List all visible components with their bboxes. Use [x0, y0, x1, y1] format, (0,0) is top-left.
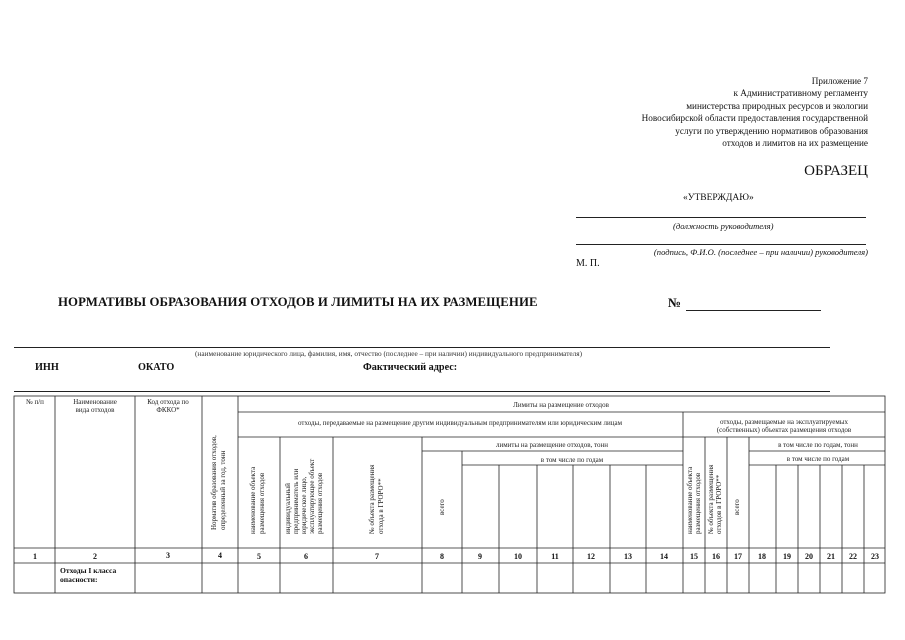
inn-label: ИНН [35, 362, 59, 373]
col-number: 11 [551, 552, 559, 561]
col-number: 4 [218, 551, 222, 560]
appendix-line: Новосибирской области предоставления государственной [641, 113, 868, 124]
col-number: 23 [871, 552, 879, 561]
header-entrepreneur-2: предприниматель или [292, 468, 300, 534]
header-norm-2: определенный за год, тонн [219, 450, 227, 530]
col-number: 12 [587, 552, 595, 561]
signature-caption: (подпись, Ф.И.О. (последнее – при наличии) руководителя) [653, 247, 868, 257]
header-code-1: Код отхода по [147, 398, 189, 406]
header-grooro-1: № объекта размещения [368, 464, 376, 534]
col-number: 20 [805, 552, 813, 561]
col-number: 22 [849, 552, 857, 561]
col-number: 19 [783, 552, 791, 561]
header-own-obj-1: наименование объекта [686, 466, 694, 534]
header-own-total: всего [733, 499, 741, 515]
approve-label: «УТВЕРЖДАЮ» [683, 193, 754, 203]
header-obj-name-1: наименование объекта [249, 466, 257, 534]
header-entrepreneur-4: эксплуатирующее объект [308, 458, 316, 534]
appendix-line: услуги по утверждению нормативов образования [675, 125, 868, 136]
row-name-line2: опасности: [60, 575, 98, 584]
header-total: всего [438, 499, 446, 515]
col-number: 7 [375, 552, 379, 561]
stamp-place: М. П. [576, 258, 600, 269]
header-own-obj-2: размещения отходов [694, 472, 702, 534]
header-own-1: отходы, размещаемые на эксплуатируемых [719, 418, 849, 426]
col-number: 3 [166, 551, 170, 560]
col-number: 6 [304, 552, 308, 561]
col-number: 9 [478, 552, 482, 561]
header-own-years-tons: в том числе по годам, тонн [778, 441, 858, 449]
appendix-line: Приложение 7 [811, 76, 868, 86]
col-number: 2 [93, 552, 97, 561]
header-own-grooro-1: № объекта размещения [707, 464, 715, 534]
header-transfer: отходы, передаваемые на размещение другим индивидуальным предпринимателям или юридическим лицам [298, 419, 622, 427]
sample-label: ОБРАЗЕЦ [804, 163, 868, 179]
header-limits-tons: лимиты на размещение отходов, тонн [495, 441, 609, 449]
col-number: 14 [660, 552, 668, 561]
col-number: 1 [33, 552, 37, 561]
address-label: Фактический адрес: [363, 362, 458, 373]
col-number: 18 [758, 552, 766, 561]
header-own-2: (собственных) объектах размещения отходов [716, 426, 852, 434]
appendix-line: отходов и лимитов на их размещение [722, 138, 868, 149]
header-limits: Лимиты на размещение отходов [513, 401, 609, 409]
header-entrepreneur-1: индивидуальный [284, 483, 292, 534]
header-entrepreneur-5: размещения отходов [316, 472, 324, 534]
col-number: 17 [734, 552, 742, 561]
col-number: 15 [690, 552, 698, 561]
position-caption: (должность руководителя) [673, 221, 774, 231]
header-grooro-2: отхода в ГРОРО** [377, 478, 385, 534]
header-name-2: вида отходов [75, 406, 115, 414]
header-num: № п/п [26, 398, 44, 406]
header-own-years: в том числе по годам [786, 455, 850, 463]
number-sign: № [668, 295, 682, 310]
col-number: 10 [514, 552, 522, 561]
header-name-1: Наименование [73, 398, 117, 406]
appendix-line: к Административному регламенту [733, 88, 868, 99]
col-number: 8 [440, 552, 444, 561]
header-entrepreneur-3: юридическое лицо, [300, 476, 308, 534]
header-norm-1: Норматив образования отходов, [210, 435, 218, 530]
header-own-grooro-2: отходов в ГРОРО** [715, 474, 723, 534]
header-code-2: ФККО* [156, 406, 180, 414]
okato-label: ОКАТО [138, 362, 175, 373]
row-name-line1: Отходы I класса [60, 566, 117, 575]
col-number: 16 [712, 552, 720, 561]
appendix-line: министерства природных ресурсов и экологии [686, 100, 868, 111]
col-number: 21 [827, 552, 835, 561]
header-obj-name-2: размещения отходов [258, 472, 266, 534]
col-number: 5 [257, 552, 261, 561]
document-title: НОРМАТИВЫ ОБРАЗОВАНИЯ ОТХОДОВ И ЛИМИТЫ НА ИХ РАЗМЕЩЕНИЕ [58, 295, 538, 309]
header-by-years: в том числе по годам [540, 456, 604, 464]
entity-caption: (наименование юридического лица, фамилия, имя, отчество (последнее – при наличии) индивидуального предпринимателя) [195, 349, 583, 358]
col-number: 13 [624, 552, 632, 561]
